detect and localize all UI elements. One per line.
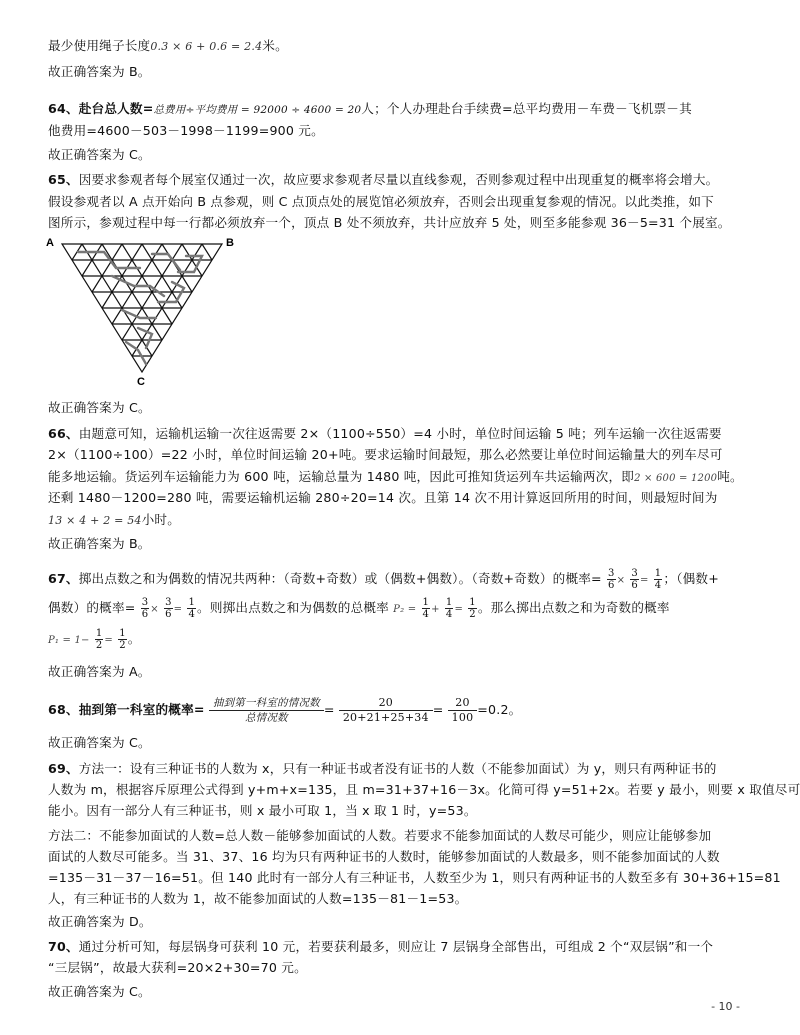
text: 由题意可知，运输机运输一次往返需要 2×（1100÷550）=4 小时，单位时间运输 5 吨；列车运输一次往返需要: [78, 426, 722, 441]
math-expression: P₂ =: [393, 604, 417, 615]
q67-line1: 67、掷出点数之和为偶数的情况共两种：（奇数+奇数）或（偶数+偶数）。（奇数+奇数）的概率= $\frac{3}{6}$ × $\frac{3}{6}$ = $\frac{1}{4}$ ；（偶数+: [48, 568, 719, 591]
answer-68: 故正确答案为 C。: [48, 735, 151, 750]
q70-line2: “三层锅”，故最大获利=20×2+30=70 元。: [48, 960, 307, 975]
fraction: $\frac{3}{6}$: [631, 568, 638, 591]
text: 。那么掷出点数之和为奇数的概率: [477, 600, 670, 615]
q67-line2: 偶数）的概率= $\frac{3}{6}$ × $\frac{3}{6}$ = $\frac{1}{4}$ 。则掷出点数之和为偶数的总概率 P₂ = $\frac{1}{4}$ + $\frac{1}{4}$ = $\frac{1}{2}$ 。那么掷出点数之和为奇数的概率: [48, 597, 670, 620]
text: 能多地运输。货运列车运输能力为 600 吨，运输总量为 1480 吨，因此可推知货运列车共运输两次，即: [48, 469, 635, 484]
q64-line1: [48, 99, 768, 120]
text: 米。: [262, 38, 288, 53]
fraction: $\frac{3}{6}$: [165, 597, 172, 620]
q69-line3: 能小。因有一部分人有三种证书，则 x 最小可取 1，当 x 取 1 时，y=53。: [48, 803, 477, 818]
q65-line1: [48, 170, 768, 190]
answer-69: 故正确答案为 D。: [48, 914, 152, 929]
math-expression: 0.3 × 6 + 0.6 = 2.4: [150, 40, 263, 53]
text: 最少使用绳子长度: [48, 38, 151, 53]
text: 小时。: [141, 512, 181, 527]
question-number: 64、: [48, 101, 79, 116]
q66-line1: [48, 424, 768, 444]
answer-63: 故正确答案为 B。: [48, 64, 151, 79]
text: ；（偶数+: [663, 571, 719, 586]
text: 吨。: [717, 469, 743, 484]
page-number: - 10 -: [711, 1000, 740, 1013]
text: =0.2。: [477, 702, 522, 717]
q65-line3: 图所示，参观过程中每一行都必须放弃一个，顶点 B 处不须放弃，共计应放弃 5 处，则至多能参观 36－5=31 个展室。: [48, 215, 731, 230]
q66-line3: [48, 467, 768, 489]
q69-line7: 人，有三种证书的人数为 1，故不能参加面试的人数=135－81－1=53。: [48, 891, 468, 906]
q69-line2: 人数为 m，根据容斥原理公式得到 y+m+x=135，且 m=31+37+16－3x。化简可得 y=51+2x。若要 y 最小，则要 x 取值尽可: [48, 782, 800, 797]
q69-line6: =135－31－37－16=51。但 140 此时有一部分人有三种证书，人数至少为 1，则只有两种证书的人数至多有 30+36+15=81: [48, 870, 781, 885]
fraction: $\frac{1}{2}$: [119, 628, 126, 651]
text: 通过分析可知，每层锅身可获利 10 元，若要获利最多，则应让 7 层锅身全部售出，可组成 2 个“双层锅”和一个: [78, 939, 714, 954]
question-number: 66、: [48, 426, 79, 441]
fraction: $\frac{1}{2}$: [469, 597, 476, 620]
text: 。则掷出点数之和为偶数的总概率: [197, 600, 389, 615]
fraction: $\frac{1}{4}$: [422, 597, 430, 620]
triangle-diagram: [42, 232, 242, 387]
question-number: 69、: [48, 761, 79, 776]
q70-line1: [48, 937, 768, 957]
question-number: 67、: [48, 571, 79, 586]
q69-line1: [48, 759, 768, 779]
question-number: 68、: [48, 702, 79, 717]
vertex-label-b: B: [226, 237, 234, 249]
answer-70: 故正确答案为 C。: [48, 984, 151, 999]
fraction: $\frac{1}{4}$: [188, 597, 196, 620]
q65-line2: 假设参观者以 A 点开始向 B 点参观，则 C 点顶点处的展览馆必须放弃，否则会出现重复参观的情况。以此类推，如下: [48, 194, 714, 209]
question-number: 70、: [48, 939, 79, 954]
q69-line5: 面试的人数尽可能多。当 31、37、16 均为只有两种证书的人数时，能够参加面试的人数最多，则不能参加面试的人数: [48, 849, 720, 864]
q66-line5: [48, 510, 768, 531]
q66-line4: 还剩 1480－1200=280 吨，需要运输机运输 280÷20=14 次。且第 14 次不用计算返回所用的时间，则最短时间为: [48, 490, 718, 505]
fraction: $\frac{20}{20+21+25+34}$: [339, 696, 433, 725]
math-expression: 13 × 4 + 2 = 54: [48, 514, 142, 527]
fraction: $\frac{1}{4}$: [654, 568, 662, 591]
q68-line: 68、抽到第一科室的概率= $\frac{\text{抽到第一科室的情况数}}{\text{总情况数}}$ = $\frac{20}{20+21+25+34}$ = $\frac{20}{100}$ =0.2。: [48, 696, 522, 724]
q67-line3: P₁ = 1− $\frac{1}{2}$ = $\frac{1}{2}$ 。: [48, 628, 141, 651]
answer-65: 故正确答案为 C。: [48, 400, 151, 415]
fraction: $\frac{3}{6}$: [141, 597, 149, 620]
math-expression: 2 × 600 = 1200: [634, 473, 718, 484]
q69-line4: 方法二：不能参加面试的人数=总人数－能够参加面试的人数。若要求不能参加面试的人数尽可能少，则应让能够参加: [48, 828, 712, 843]
text: 掷出点数之和为偶数的情况共两种：（奇数+奇数）或（偶数+偶数）。（奇数+奇数）的概率=: [78, 571, 602, 586]
answer-64: 故正确答案为 C。: [48, 147, 151, 162]
fraction: $\frac{20}{100}$: [448, 696, 478, 725]
text: 赴台总人数=: [78, 101, 154, 116]
vertex-label-c: C: [137, 376, 145, 387]
answer-67: 故正确答案为 A。: [48, 664, 151, 679]
question-number: 65、: [48, 172, 79, 187]
q66-line2: 2×（1100÷100）=22 小时，单位时间运输 20+吨。要求运输时间最短，那么必然要让单位时间运输量大的列车尽可: [48, 447, 723, 462]
fraction: $\frac{3}{6}$: [608, 568, 615, 591]
text: 方法一：设有三种证书的人数为 x，只有一种证书或者没有证书的人数（不能参加面试）为 y，则只有两种证书的: [78, 761, 717, 776]
q63-tail-line: [48, 36, 768, 57]
math-expression: 总费用÷平均费用 = 92000 ÷ 4600 = 20: [153, 104, 362, 116]
vertex-label-a: A: [46, 237, 54, 249]
text: 因要求参观者每个展室仅通过一次，故应要求参观者尽量以直线参观，否则参观过程中出现重复的概率将会增大。: [78, 172, 719, 187]
text: 偶数）的概率=: [48, 600, 136, 615]
text: 人；个人办理赴台手续费=总平均费用－车费－飞机票－其: [361, 101, 692, 116]
answer-66: 故正确答案为 B。: [48, 536, 151, 551]
q64-line2: 他费用=4600－503－1998－1199=900 元。: [48, 123, 324, 138]
text: 抽到第一科室的概率=: [78, 702, 205, 717]
fraction: $\frac{1}{2}$: [95, 628, 103, 651]
fraction: $\frac{\text{抽到第一科室的情况数}}{\text{总情况数}}$: [209, 696, 324, 725]
fraction: $\frac{1}{4}$: [445, 597, 453, 620]
math-expression: P₁ = 1: [48, 635, 82, 646]
